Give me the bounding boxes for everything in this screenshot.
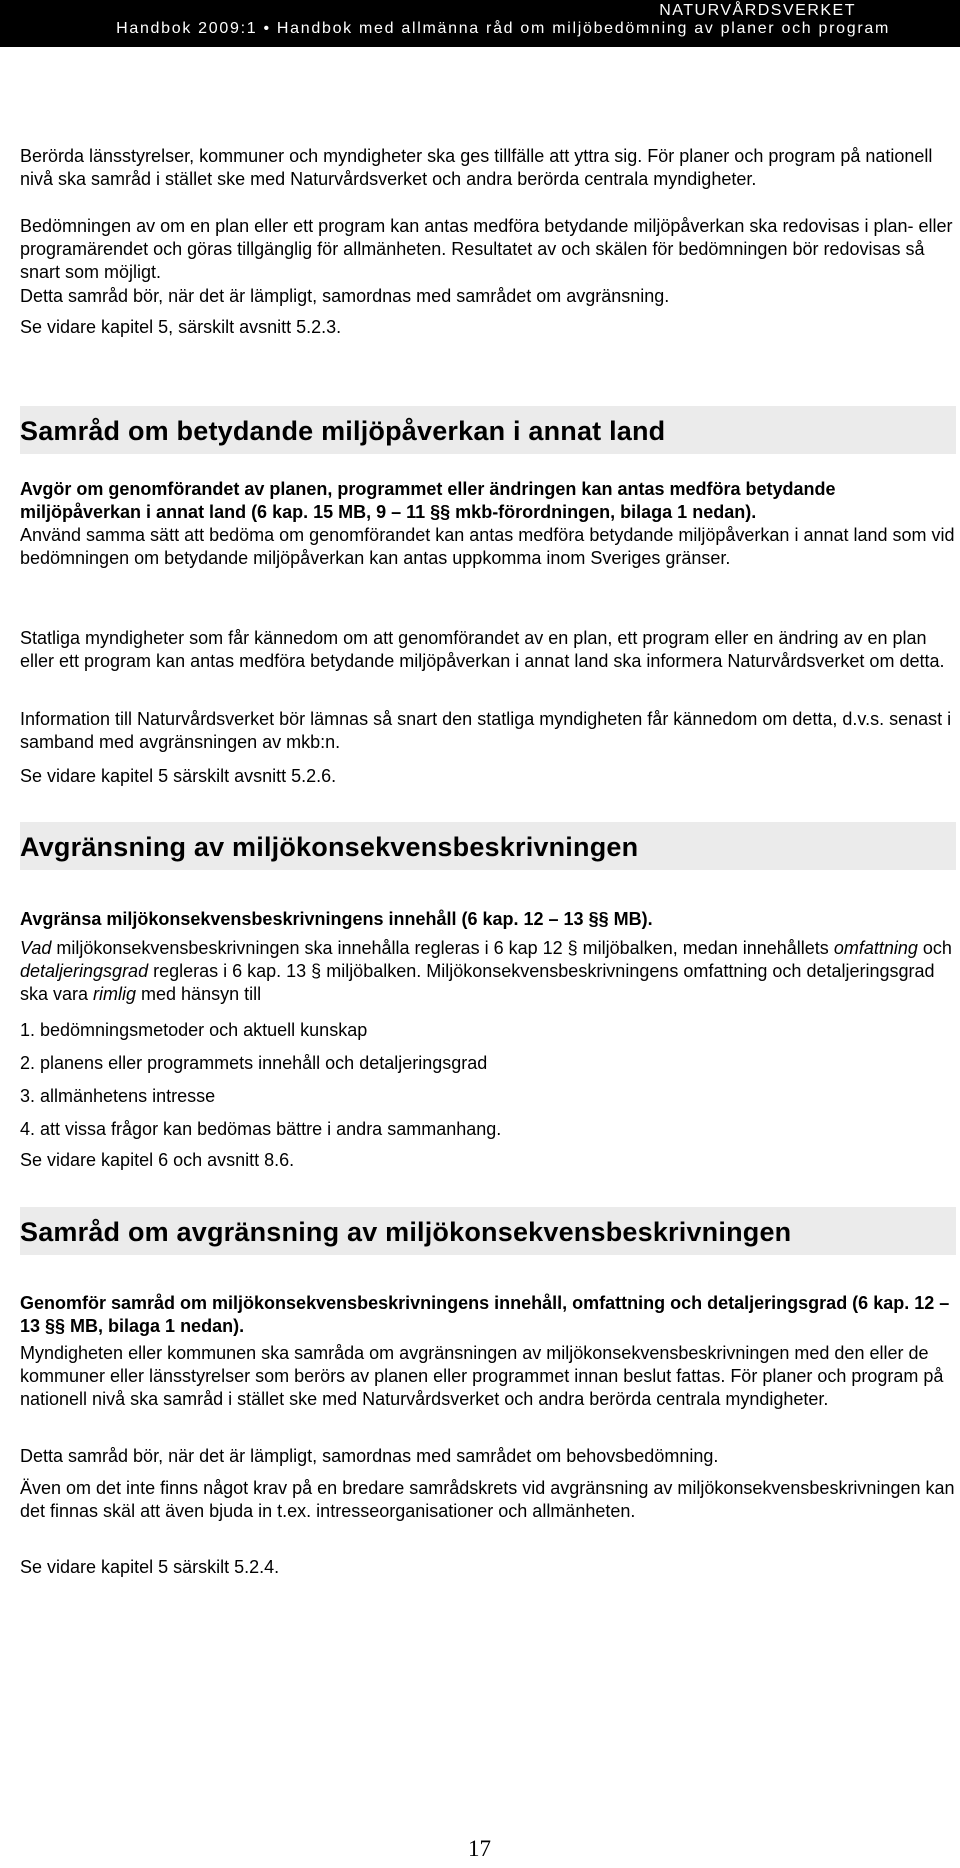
section-lead: Avgränsa miljökonsekvensbeskrivningens innehåll (6 kap. 12 – 13 §§ MB). [20,909,653,929]
intro-paragraph-1: Berörda länsstyrelser, kommuner och myndigheter ska ges tillfälle att yttra sig. För planer och program på nationell nivå ska samråd i stället ske med Naturvårdsverket och andra berörda centrala myndigheter. [20,146,933,189]
intro-paragraph-3: Detta samråd bör, när det är lämpligt, samordnas med samrådet om avgränsning. [20,286,670,306]
section-heading-band [20,406,956,454]
handbook-title: Handbok 2009:1 • Handbok med allmänna råd om miljöbedömning av planer och program [116,20,890,37]
running-header [0,0,960,47]
intro-paragraph-2: Bedömningen av om en plan eller ett program kan antas medföra betydande miljöpåverkan ska redovisas i plan- eller programärendet och göras tillgänglig för allmänheten. Resultatet av och skälen för bedömningen bör redovisas så snart som möjligt. [20,216,953,282]
section-lead: Genomför samråd om miljökonsekvensbeskrivningens innehåll, omfattning och detaljeringsgrad (6 kap. 12 – 13 §§ MB, bilaga 1 nedan). [20,1293,950,1336]
list-item: 1. bedömningsmetoder och aktuell kunskap [20,1020,368,1040]
section-heading-band [20,822,956,870]
section-paragraph: Detta samråd bör, när det är lämpligt, samordnas med samrådet om behovsbedömning. [20,1446,719,1466]
section-reference: Se vidare kapitel 6 och avsnitt 8.6. [20,1150,295,1170]
emphasis: rimlig [93,984,137,1004]
page-number: 17 [468,1836,491,1861]
list-item: 2. planens eller programmets innehåll och detaljeringsgrad [20,1053,488,1073]
section-heading-band [20,1207,956,1255]
emphasis: omfattning [833,938,918,958]
section-paragraph: Statliga myndigheter som får kännedom om att genomförandet av en plan, ett program eller en ändring av en plan eller ett program kan antas medföra betydande miljöpåverkan i annat land ska informera Naturvårdsverket om detta. [20,628,945,671]
intro-reference: Se vidare kapitel 5, särskilt avsnitt 5.2.3. [20,317,342,337]
section-paragraph: Information till Naturvårdsverket bör lämnas så snart den statliga myndigheten får kännedom om detta, d.v.s. senast i samband med avgränsningen av mkb:n. [20,709,952,752]
section-heading: Samråd om avgränsning av miljökonsekvensbeskrivningen [20,1217,792,1247]
section-reference: Se vidare kapitel 5 särskilt avsnitt 5.2.6. [20,766,337,786]
section-heading: Avgränsning av miljökonsekvensbeskrivningen [20,832,639,862]
list-item: 3. allmänhetens intresse [20,1086,216,1106]
emphasis: Vad [20,938,52,958]
section-paragraph: Vad miljökonsekvensbeskrivningen ska innehålla regleras i 6 kap 12 § miljöbalken, medan innehållets omfattning och detaljeringsgrad regleras i 6 kap. 13 § miljöbalken. Miljökonsekvensbeskrivningens omfattning och detaljeringsgrad ska vara rimlig med hänsyn till [20,938,952,1004]
section-reference: Se vidare kapitel 5 särskilt 5.2.4. [20,1557,280,1577]
emphasis: detaljeringsgrad [20,961,149,981]
publisher-name: NATURVÅRDSVERKET [659,2,856,19]
section-heading: Samråd om betydande miljöpåverkan i annat land [20,416,666,446]
section-paragraph: Myndigheten eller kommunen ska samråda om avgränsningen av miljökonsekvensbeskrivningen med den eller de kommuner eller länsstyrelser som berörs av planen eller programmet innan beslut fattas. För planer och program på nationell nivå ska samråd i stället ske med Naturvårdsverket och andra berörda centrala myndigheter. [20,1343,944,1409]
section-paragraph: Även om det inte finns något krav på en bredare samrådskrets vid avgränsning av miljökonsekvensbeskrivningen kan det finnas skäl att även bjuda in t.ex. intresseorganisationer och allmänheten. [20,1478,955,1521]
section-lead: Avgör om genomförandet av planen, programmet eller ändringen kan antas medföra betydande miljöpåverkan i annat land (6 kap. 15 MB, 9 – 11 §§ mkb-förordningen, bilaga 1 nedan). [20,479,836,522]
section-paragraph: Använd samma sätt att bedöma om genomförandet kan antas medföra betydande miljöpåverkan i annat land som vid bedömningen om betydande miljöpåverkan kan antas uppkomma inom Sveriges gränser. [20,525,955,568]
list-item: 4. att vissa frågor kan bedömas bättre i andra sammanhang. [20,1119,502,1139]
